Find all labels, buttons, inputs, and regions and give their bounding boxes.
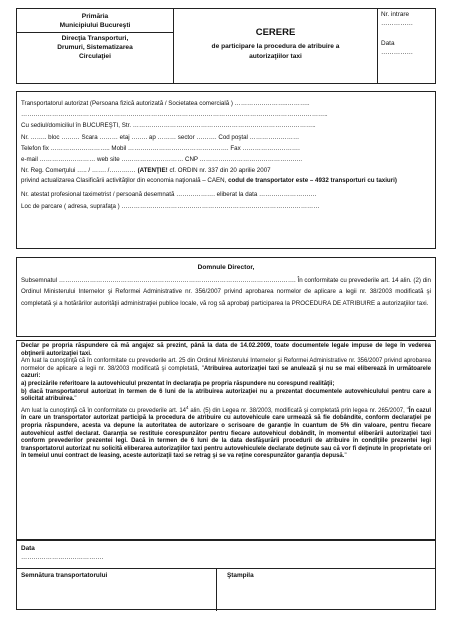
atestat-field[interactable]: Nr. atestat profesional taximetrist / persoană desemnată ………………. eliberat la data ………………………. — [21, 191, 317, 199]
signature-label: Semnătura transportatorului — [21, 572, 108, 579]
caen-note — [21, 176, 431, 186]
adresa-field[interactable]: Nr. …….. bloc ……… Scara ……… etaj …….. ap ……… sector ………. Cod poştal …………………… — [21, 133, 300, 141]
email-field[interactable]: e-mail ……………………… web site ………………………… CNP ………………………………………….. — [21, 156, 303, 164]
sediu-field[interactable]: Cu sediul/domiciliul în BUCUREŞTI, Str. …………………………………………………………………………….. — [21, 122, 316, 130]
declaration-paragraph-2 — [21, 358, 431, 381]
data-field[interactable]: …………… — [381, 48, 413, 56]
atentie-label: (ATENŢIE! — [137, 167, 168, 175]
transportator-blank-line[interactable]: ………………………………………………………………………………………………………………………………….. — [21, 111, 328, 119]
reg-comertului-field[interactable] — [21, 165, 431, 176]
declaration-paragraph-5-bold: În cazul în care un transportator autorizat participă la procedura de atribuire cu autovehicule care urmează să fie dobândite, conform declaraţiei pe propria răspundere, acesta va depune la autoritatea de autorizare o scrisoare de garanţie în cuantum de 5% din valoare, pentru fiecare autovehicul astfel declarat. Garanţia se restituie corespunzător pentru fiecare autovehicul dobândit, în momentul eliberării autorizaţiei taxi conform prevederilor prezentei legi. Dacă în termen de 6 luni de la data desfăşurării procedurii de atribuire în condiţiile prezentei legi transportatorul autorizat nu solicită eliberarea autorizaţiilor taxi pentru autovehiculele declarate deţinute sau că vor fi deţinute în proprietate ori în temeiul unui contract de leasing, aceste autorizaţii taxi se retrag şi se va reţine corespunzător garanţia depusă. — [21, 407, 431, 460]
declaration-section — [16, 340, 436, 540]
issuer-divider — [17, 32, 173, 33]
data-label: Data — [381, 40, 395, 47]
registration-block — [378, 9, 436, 83]
parcare-field[interactable]: Loc de parcare ( adresa, suprafaţa ) …………………………………………………………………………………… — [21, 202, 320, 210]
form-header — [16, 8, 436, 84]
declaration-paragraph-3: a) precizările referitoare la autovehiculul prezentat în declaraţia pe propria răspundere nu corespund realităţii; — [21, 380, 335, 387]
declaration-paragraph-5-text-b: alin. (5) din Legea nr. 38/2003, modificată şi completată prin legea nr. 265/2007, " — [188, 407, 409, 414]
declaration-paragraph-1: Declar pe propria răspundere că mă angajez să prezint, până la data de 14.02.2009, toate documentele legale impuse de lege în vederea obţinerii autorizaţiei taxi. — [21, 343, 431, 357]
declaration-paragraph-5 — [21, 404, 431, 461]
ordin-note: cf. ORDIN nr. 337 din 20 aprilie 2007 — [169, 167, 271, 175]
request-title: Domnule Director, — [197, 264, 255, 271]
caen-code-note: codul de transportator este – 4932 transporturi cu taxiuri) — [228, 177, 397, 185]
declaration-paragraph-2-text: Am luat la cunoştinţă că în conformitate cu prevederile art. 25 din Ordinul Ministerului Internelor şi Reformei Administrative nr. 356/2007 privind aprobarea normelor de aplicare a legii nr. 38/2003 modificată şi completată, " — [21, 358, 431, 372]
form-page — [16, 8, 436, 612]
signature-box[interactable] — [17, 568, 217, 611]
declaration-paragraph-4 — [21, 389, 431, 404]
form-subtitle-line-2: autorizaţiilor taxi — [249, 53, 302, 60]
nr-intrare-label: Nr. intrare — [381, 11, 410, 18]
declaration-paragraph-4-end: " — [74, 396, 77, 403]
declaration-paragraph-5-end: " — [344, 453, 347, 460]
footer-data-field[interactable]: …………………………………. — [21, 554, 104, 561]
stamp-label: Ştampila — [227, 572, 254, 579]
declaration-paragraph-2-bold: Atribuirea autorizaţiei taxi se anulează şi nu se mai eliberează în următoarele cazuri: — [21, 365, 431, 380]
declaration-paragraph-5-superscript: 4 — [186, 404, 189, 410]
applicant-section — [16, 91, 436, 249]
form-subtitle — [174, 42, 377, 62]
telefon-field[interactable]: Telefon fix ……………………….. Mobil …………………………………………. Fax ………………………. — [21, 144, 300, 152]
reg-comertului-label: Nr. Reg. Comerţului ….. / ……. /……….… — [21, 167, 136, 175]
declaration-paragraph-5-text-a: Am luat la cunoştinţă că în conformitate cu prevederile art. 14 — [21, 407, 186, 414]
transportator-field[interactable]: Transportatorul autorizat (Persoana fizică autorizată / Societatea comercială ) ……………………..……….. — [21, 100, 310, 107]
issuer-line-2: Municipiului Bucureşti — [59, 22, 131, 29]
signature-section — [16, 540, 436, 610]
issuer-line-4: Drumuri, Sistematizarea — [57, 44, 133, 51]
caen-note-text: privind actualizarea Clasificării activităţilor din economia naţională – CAEN, — [21, 177, 227, 185]
request-section — [16, 257, 436, 337]
issuer-line-5: Circulaţiei — [79, 53, 111, 60]
title-block — [174, 9, 378, 83]
declaration-paragraph-4-bold: b) dacă transportatorul autorizat în termen de 6 luni de la atribuirea autorizaţiei nu a prezentat documentele autovehiculului pentru care a solicitat atribuirea. — [21, 388, 431, 403]
form-title: CERERE — [255, 27, 296, 38]
issuer-block — [17, 9, 174, 83]
issuer-line-3: Direcţia Transporturi, — [61, 35, 129, 42]
stamp-box[interactable] — [217, 568, 435, 611]
request-body: Subsemnatul ……………………………………………………………………………………………………. În conformitate cu prevederile art. 14 alin. (2) din Ordinul Ministerului Internelor şi Reformei Administrative nr. 356/2007 privind aprobarea normelor de aplicare a legii nr. 38/2003 modificată şi completată şi a hotărârilor autorităţii administraţiei publice locale, vă rog să aprobaţi participarea la PROCEDURA DE ATRIBUIRE a autorizaţiilor taxi. — [21, 277, 431, 307]
form-subtitle-line-1: de participare la procedura de atribuire a — [211, 43, 340, 50]
footer-data-label: Data — [21, 545, 35, 552]
nr-intrare-field[interactable]: …………… — [381, 19, 413, 27]
issuer-line-1: Primăria — [81, 13, 109, 20]
